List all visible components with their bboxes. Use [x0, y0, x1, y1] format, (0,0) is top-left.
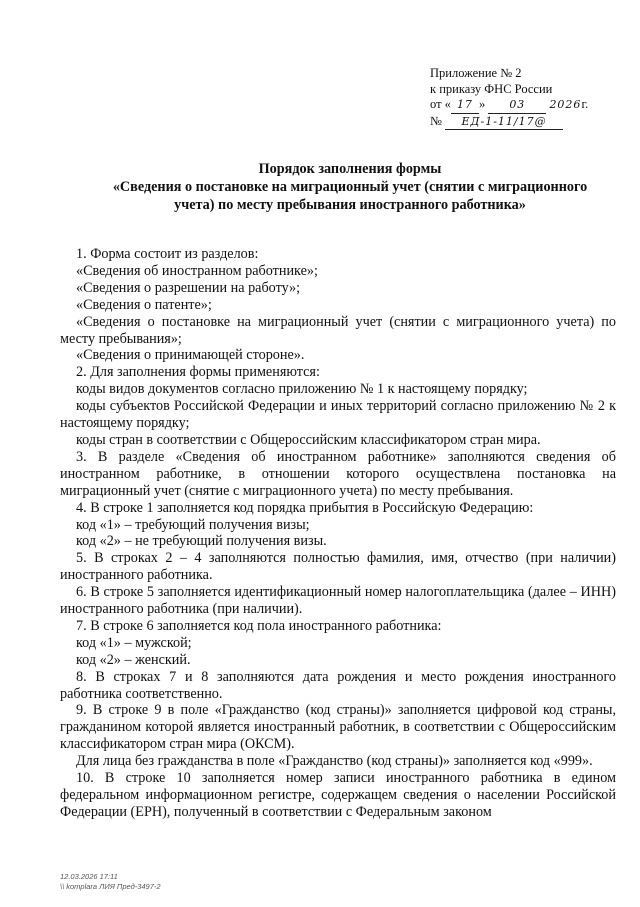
print-footer: 12.03.2026 17:11 \\ komplara ЛИЯ Пред-3497-2 [60, 872, 161, 891]
appendix-line1: Приложение № 2 [430, 66, 522, 80]
appendix-number: ЕД-1-11/17@ [445, 114, 563, 131]
paragraph: 10. В строке 10 заполняется номер записи иностранного работника в едином федеральном информационном регистре, содержащем сведения о населении Российской Федерации (ЕРН), полученный в соответствии с Федеральным законом [60, 770, 616, 820]
appendix-date: от « 17 » 03 2026г. [430, 97, 588, 114]
appendix-month: 03 [488, 97, 546, 114]
paragraph: код «1» – требующий получения визы; [76, 516, 310, 533]
paragraph: 4. В строке 1 заполняется код порядка прибытия в Российскую Федерацию: [76, 499, 534, 516]
appendix-header [430, 66, 588, 130]
paragraph: 9. В строке 9 в поле «Гражданство (код страны)» заполняется цифровой код страны, гражданином которой является иностранный работник, в соответствии с Общероссийским классификатором стран мира (ОКСМ). [60, 702, 616, 753]
paragraph: 2. Для заполнения формы применяются: [76, 364, 320, 381]
paragraph: коды субъектов Российской Федерации и иных территорий согласно приложению № 2 к настоящему порядку; [60, 398, 616, 432]
appendix-number-line: № ЕД-1-11/17@ [430, 114, 588, 131]
paragraph: код «2» – не требующий получения визы. [76, 533, 327, 550]
paragraph: «Сведения об иностранном работнике»; [76, 262, 318, 279]
paragraph: 6. В строке 5 заполняется идентификационный номер налогоплательщика (далее – ИНН) иностранного работника (при наличии). [60, 584, 616, 618]
paragraph: Для лица без гражданства в поле «Гражданство (код страны)» заполняется код «999». [76, 753, 593, 770]
paragraph: 7. В строке 6 заполняется код пола иностранного работника: [76, 617, 442, 634]
appendix-year: 2026 [549, 98, 582, 111]
document-body [60, 246, 616, 821]
paragraph: 3. В разделе «Сведения об иностранном работнике» заполняются сведения об иностранном работнике, в отношении которого осуществлена постановка на миграционный учет (снятие с миграционного учета) по месту пребывания. [60, 448, 616, 499]
paragraph: «Сведения о патенте»; [76, 296, 212, 313]
paragraph: коды видов документов согласно приложению № 1 к настоящему порядку; [76, 381, 528, 398]
appendix-day: 17 [451, 97, 479, 114]
paragraph: 5. В строках 2 – 4 заполняются полностью фамилия, имя, отчество (при наличии) иностранного работника. [60, 550, 616, 584]
appendix-line2: к приказу ФНС России [430, 81, 553, 96]
paragraph: 8. В строках 7 и 8 заполняются дата рождения и место рождения иностранного работника соответственно. [60, 668, 616, 702]
document-title: Порядок заполнения формы «Сведения о постановке на миграционный учет (снятии с миграционного учета) по месту пребывания иностранного работника» [112, 161, 588, 213]
paragraph: 1. Форма состоит из разделов: [76, 246, 259, 262]
paragraph: «Сведения о разрешении на работу»; [76, 279, 301, 296]
paragraph: «Сведения о постановке на миграционный учет (снятии с миграционного учета) по месту пребывания»; [60, 313, 616, 347]
paragraph: код «1» – мужской; [76, 634, 192, 651]
paragraph: «Сведения о принимающей стороне». [76, 347, 305, 364]
paragraph: код «2» – женский. [76, 651, 191, 668]
paragraph: коды стран в соответствии с Общероссийским классификатором стран мира. [76, 431, 541, 448]
